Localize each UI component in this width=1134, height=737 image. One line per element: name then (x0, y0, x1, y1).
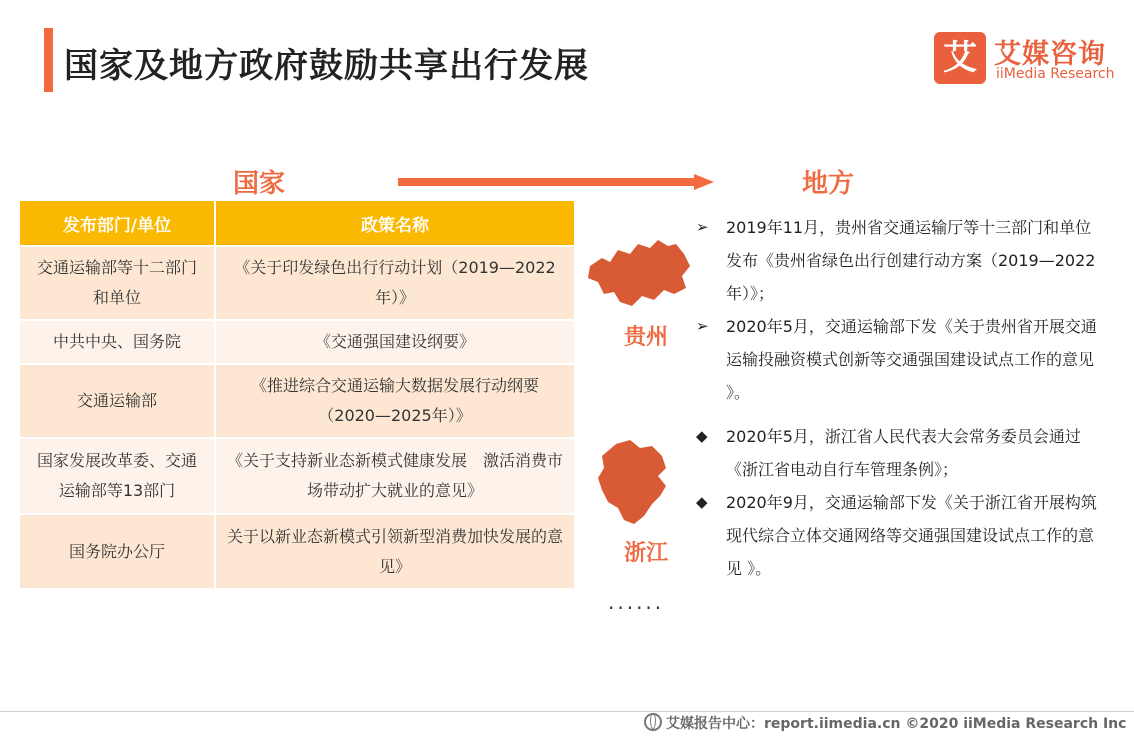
policy-text: 2020年9月，交通运输部下发《关于浙江省开展构筑现代综合立体交通网络等交通强国建设试点工作的意见 》。 (726, 493, 1097, 578)
policy-text: 2020年5月，浙江省人民代表大会常务委员会通过《浙江省电动自行车管理条例》； (726, 427, 1081, 479)
list-item (696, 310, 1106, 409)
zhejiang-map-icon (596, 438, 670, 528)
ellipsis: ...... (608, 590, 665, 614)
logo-en-text: iiMedia Research (996, 66, 1115, 82)
policy-table (20, 201, 574, 588)
policy-cell: 《关于支持新业态新模式健康发展 激活消费市场带动扩大就业的意见》 (215, 438, 574, 514)
logo-icon: 艾 (934, 32, 986, 84)
arrow-bullet-icon: ➢ (696, 218, 709, 236)
dept-cell: 中共中央、国务院 (20, 320, 215, 364)
list-item (696, 486, 1106, 585)
policy-cell: 《推进综合交通运输大数据发展行动纲要（2020—2025年）》 (215, 364, 574, 438)
table-header-dept: 发布部门/单位 (20, 201, 215, 246)
table-row (20, 246, 574, 320)
table-row (20, 364, 574, 438)
policy-text: 2019年11月，贵州省交通运输厅等十三部门和单位发布《贵州省绿色出行创建行动方案（2019—2022年）》； (726, 218, 1096, 303)
list-item (696, 211, 1106, 310)
footer-text: 艾媒报告中心：report.iimedia.cn ©2020 iiMedia Research Inc (666, 716, 1127, 732)
zhejiang-policy-list (696, 420, 1106, 585)
policy-text: 2020年5月，交通运输部下发《关于贵州省开展交通运输投融资模式创新等交通强国建设试点工作的意见 》。 (726, 317, 1097, 402)
section-label-local: 地方 (802, 169, 855, 199)
section-label-national: 国家 (233, 169, 286, 199)
policy-cell: 《交通强国建设纲要》 (215, 320, 574, 364)
dept-cell: 交通运输部 (20, 364, 215, 438)
dept-cell: 国家发展改革委、交通运输部等13部门 (20, 438, 215, 514)
right-arrow-icon (398, 174, 714, 190)
policy-cell: 《关于印发绿色出行行动计划（2019—2022年）》 (215, 246, 574, 320)
diamond-bullet-icon: ◆ (696, 493, 708, 511)
table-row (20, 514, 574, 588)
table-header-policy: 政策名称 (215, 201, 574, 246)
brand-logo (934, 32, 1114, 88)
title-accent-bar (44, 28, 53, 92)
page-title: 国家及地方政府鼓励共享出行发展 (64, 46, 589, 86)
arrow-bullet-icon: ➢ (696, 317, 709, 335)
logo-cn-text: 艾媒咨询 (994, 39, 1106, 70)
dept-cell: 交通运输部等十二部门和单位 (20, 246, 215, 320)
policy-cell: 关于以新业态新模式引领新型消费加快发展的意见》 (215, 514, 574, 588)
globe-icon (644, 713, 662, 731)
table-row (20, 438, 574, 514)
dept-cell: 国务院办公厅 (20, 514, 215, 588)
footer (644, 713, 1126, 733)
province-label-guizhou: 贵州 (624, 325, 669, 350)
footer-divider (0, 711, 1134, 712)
table-row (20, 320, 574, 364)
list-item (696, 420, 1106, 486)
guizhou-policy-list (696, 211, 1106, 409)
guizhou-map-icon (584, 236, 694, 312)
diamond-bullet-icon: ◆ (696, 427, 708, 445)
province-label-zhejiang: 浙江 (624, 541, 669, 566)
